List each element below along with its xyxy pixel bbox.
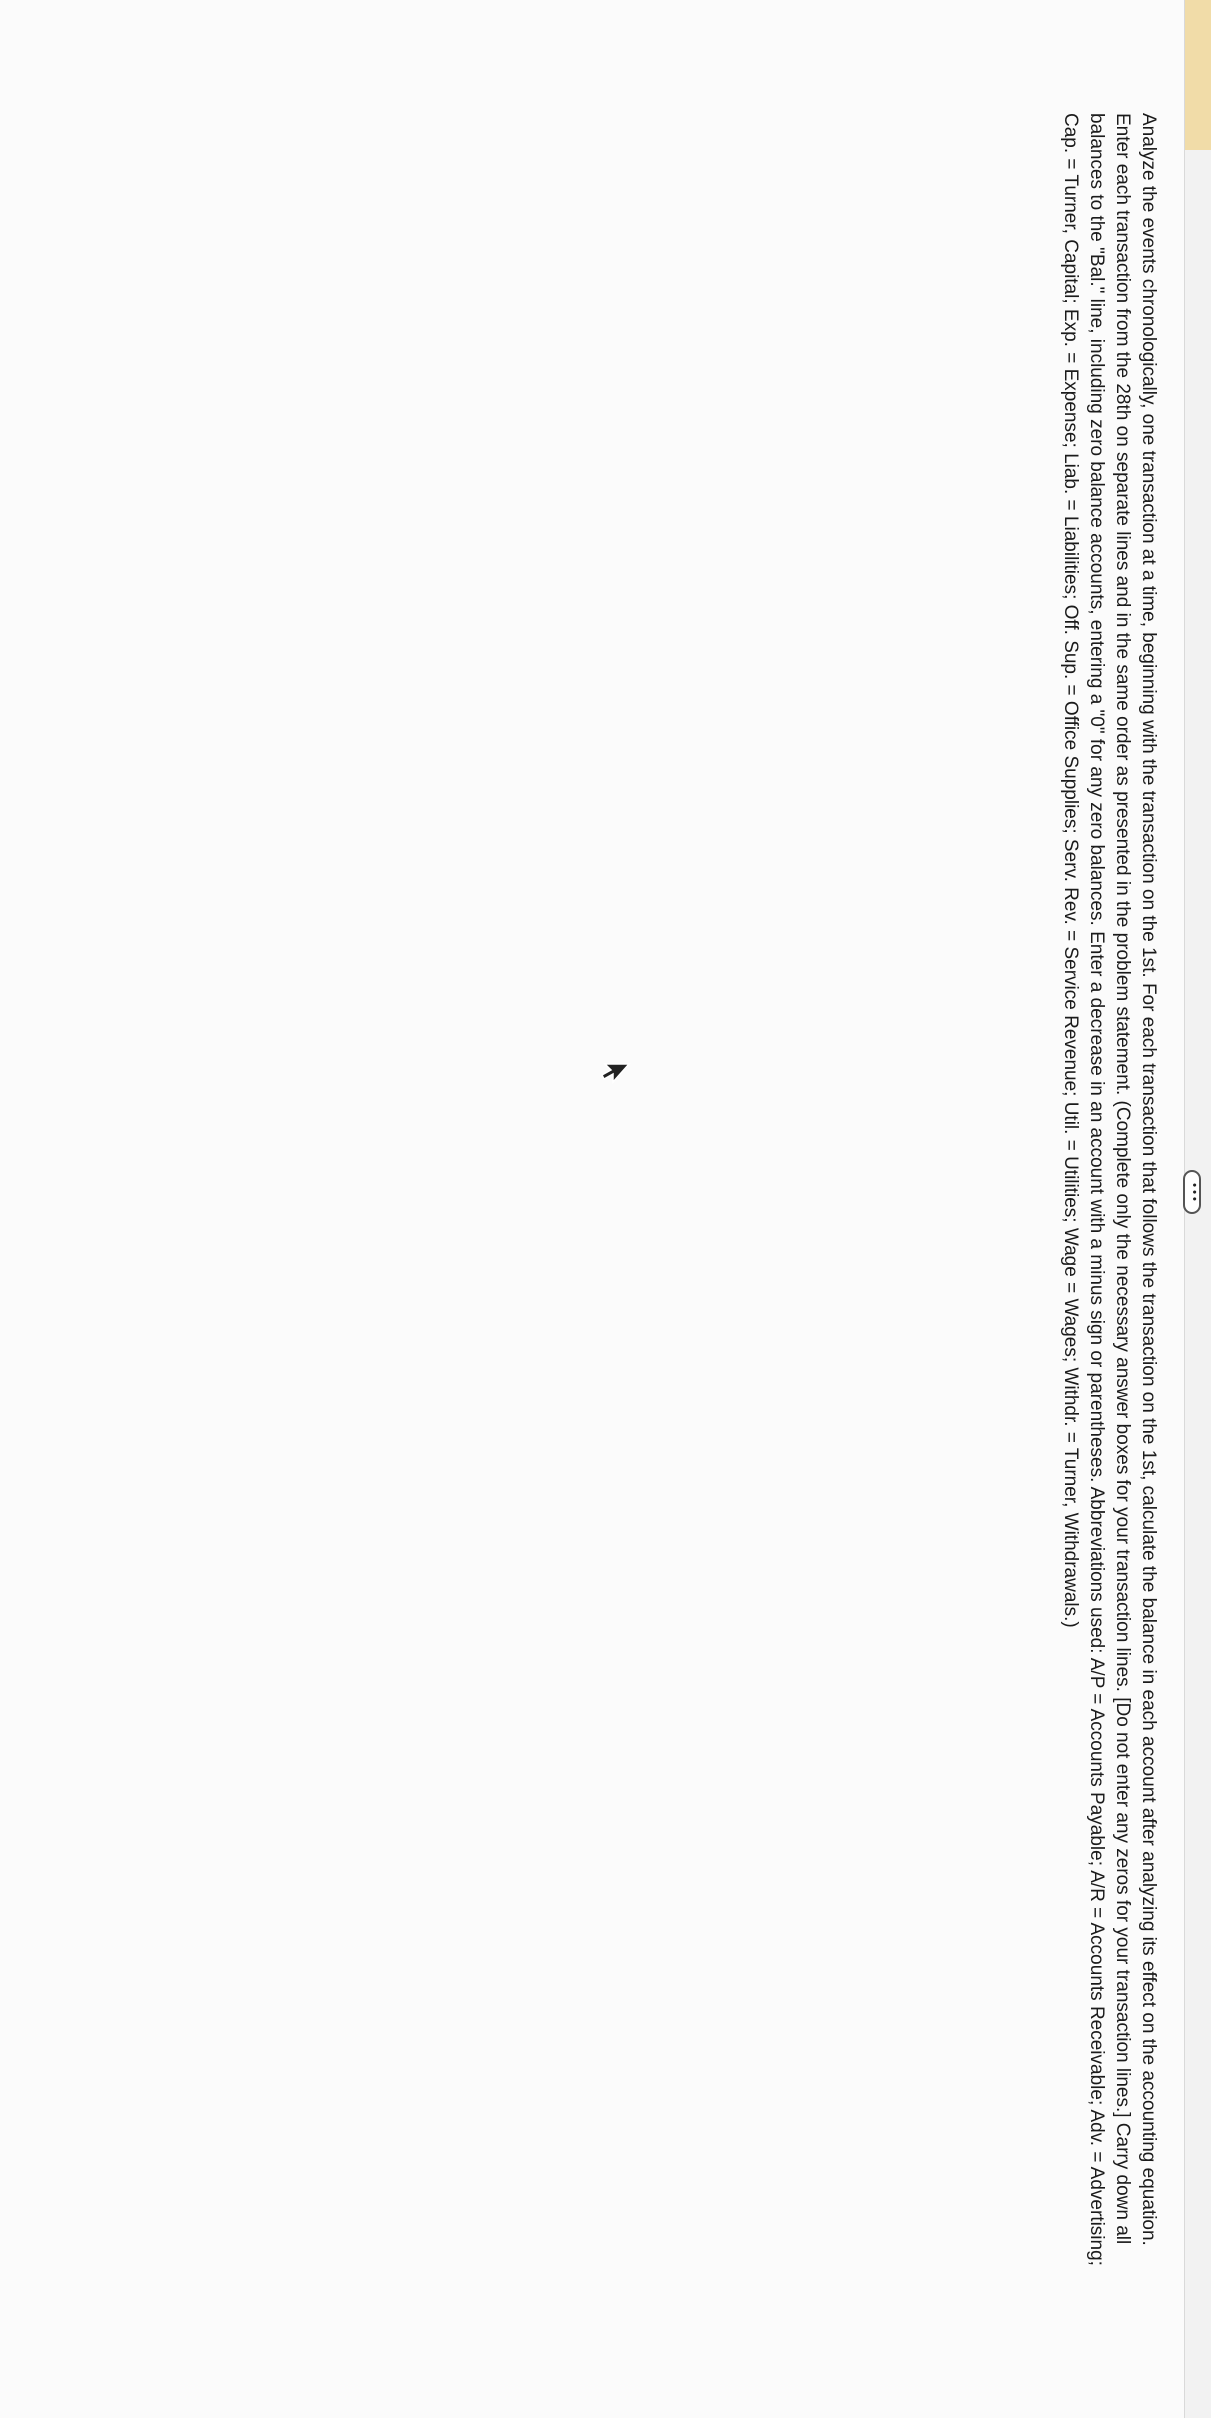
more-options-button[interactable]: • • • xyxy=(1183,1170,1201,1214)
mouse-cursor-icon xyxy=(601,1060,631,1090)
instructions-text: Analyze the events chronologically, one transaction at a time, beginning with the transaction on the 1st. For each transaction that follows the transaction on the 1st, calculate the balance in each account after analyzing its effect on the accounting equation. Enter each transaction from the 28th on separate lines and in the same order as presented in the problem statement. (Complete only the necessary answer boxes for your transaction lines. [Do not enter any zeros for your transaction lines.] Carry down all balances to the "Bal." line, including zero balance accounts, entering a "0" for any zero balances. Enter a decrease in an account with a minus sign or parentheses. Abbreviations used: A/P = Accounts Payable; A/R = Accounts Receivable; Adv. = Advertising; Cap. = Turner, Capital; Exp. = Expense; Liab. = Liabilities; Off. Sup. = Office Supplies; Serv. Rev. = Service Revenue; Util. = Utilities; Wage = Wages; Withdr. = Turner, Withdrawals.) xyxy=(1060,113,1159,2266)
toolbar-accent xyxy=(1185,0,1211,150)
top-toolbar xyxy=(1184,0,1211,2418)
